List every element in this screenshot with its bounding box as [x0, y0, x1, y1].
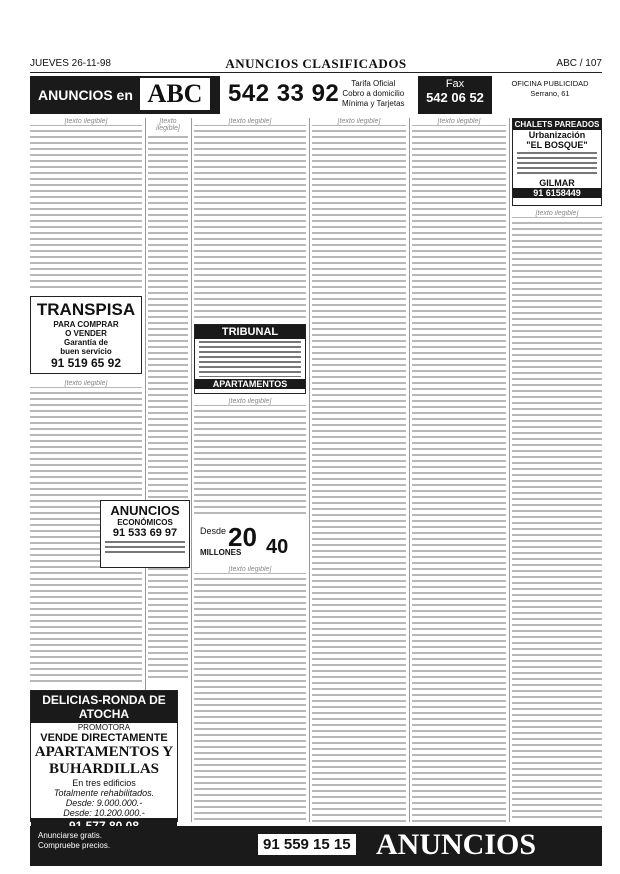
fax-number: 542 06 52	[426, 90, 484, 105]
tribunal-text	[199, 341, 301, 377]
transpisa-ad	[30, 296, 142, 374]
delicias-promotora: PROMOTORA	[77, 723, 131, 732]
desde-big: 20	[228, 522, 257, 552]
banner-note: Mínima y Tarjetas	[342, 99, 405, 108]
chalets-title: CHALETS PAREADOS	[514, 120, 600, 129]
banner-logo	[30, 76, 220, 114]
banner-note: Cobro a domicilio	[342, 89, 405, 98]
transpisa-line: PARA COMPRAR	[53, 320, 119, 329]
classified-text	[194, 118, 306, 318]
banner-phone: 542 33 92	[228, 80, 340, 107]
tribunal-title: TRIBUNAL	[195, 325, 305, 339]
bottom-strip-ad	[30, 826, 602, 866]
chalets-text	[517, 152, 597, 176]
chalets-phone: 91 6158449	[513, 188, 601, 198]
desde-unit: MILLONES	[200, 548, 242, 557]
delicias-price: Desde: 10.200.000.-	[63, 808, 145, 818]
chalets-ad	[512, 118, 602, 206]
delicias-product: BUHARDILLAS	[48, 761, 160, 777]
office-name: OFICINA PUBLICIDAD	[511, 79, 589, 88]
classified-text	[30, 118, 142, 288]
column-rule	[191, 118, 192, 822]
tribunal-ad	[194, 324, 306, 394]
strip-line: Compruebe precios.	[38, 841, 111, 850]
delicias-title: DELICIAS-RONDA DE ATOCHA	[31, 691, 177, 723]
economicos-ad	[100, 500, 190, 568]
classified-text	[412, 118, 506, 822]
tribunal-section: APARTAMENTOS	[195, 379, 305, 389]
transpisa-brand: TRANSPISA	[36, 300, 136, 319]
banner-notes	[342, 79, 405, 109]
transpisa-line: buen servicio	[60, 347, 112, 356]
banner-note: Tarifa Oficial	[351, 79, 396, 88]
page-folio: ABC / 107	[556, 58, 602, 69]
classified-text	[194, 398, 306, 518]
issue-date: JUEVES 26-11-98	[30, 58, 111, 69]
strip-text	[38, 831, 110, 851]
column-rule	[509, 118, 510, 822]
column-4	[312, 118, 406, 822]
classifieds-banner	[30, 76, 602, 114]
banner-office	[500, 79, 600, 99]
economicos-phone: 91 533 69 97	[112, 527, 178, 539]
delicias-buildings: En tres edificios	[72, 778, 136, 788]
transpisa-line: Garantía de	[63, 338, 108, 347]
column-rule	[309, 118, 310, 822]
classified-text	[512, 210, 602, 822]
chalets-title: Urbanización	[528, 130, 586, 140]
banner-fax	[418, 76, 492, 114]
economicos-title: ANUNCIOS	[110, 503, 180, 518]
banner-lead: ANUNCIOS en	[38, 87, 133, 103]
classified-text	[194, 566, 306, 822]
delicias-status: Totalmente rehabilitados.	[53, 788, 155, 798]
column-6	[512, 118, 602, 822]
desde-small: 40	[266, 536, 289, 558]
running-head	[30, 58, 602, 73]
delicias-product: APARTAMENTOS Y	[34, 744, 174, 760]
office-address: Serrano, 61	[530, 89, 570, 98]
economicos-subtitle: ECONÓMICOS	[117, 518, 173, 527]
desde-lead: Desde	[200, 526, 227, 536]
delicias-price: Desde: 9.000.000.-	[65, 798, 143, 808]
chalets-company: GILMAR	[539, 178, 575, 188]
transpisa-line: O VENDER	[65, 329, 107, 338]
column-2	[148, 118, 188, 822]
newspaper-brand: ABC	[140, 78, 210, 110]
classified-text	[312, 118, 406, 822]
fax-label: Fax	[445, 78, 465, 90]
column-rule	[409, 118, 410, 822]
transpisa-phone: 91 519 65 92	[50, 356, 122, 370]
desde-ad	[194, 522, 306, 560]
strip-line: Anunciarse gratis.	[38, 831, 103, 840]
economicos-text	[105, 541, 185, 555]
strip-brand: ANUNCIOS	[376, 828, 537, 861]
section-title: ANUNCIOS CLASIFICADOS	[225, 56, 407, 71]
classified-text	[148, 118, 188, 678]
chalets-title: "EL BOSQUE"	[526, 140, 588, 150]
column-5	[412, 118, 506, 822]
strip-phone: 91 559 15 15	[258, 834, 356, 855]
column-3	[194, 118, 306, 822]
delicias-headline: VENDE DIRECTAMENTE	[40, 732, 168, 744]
